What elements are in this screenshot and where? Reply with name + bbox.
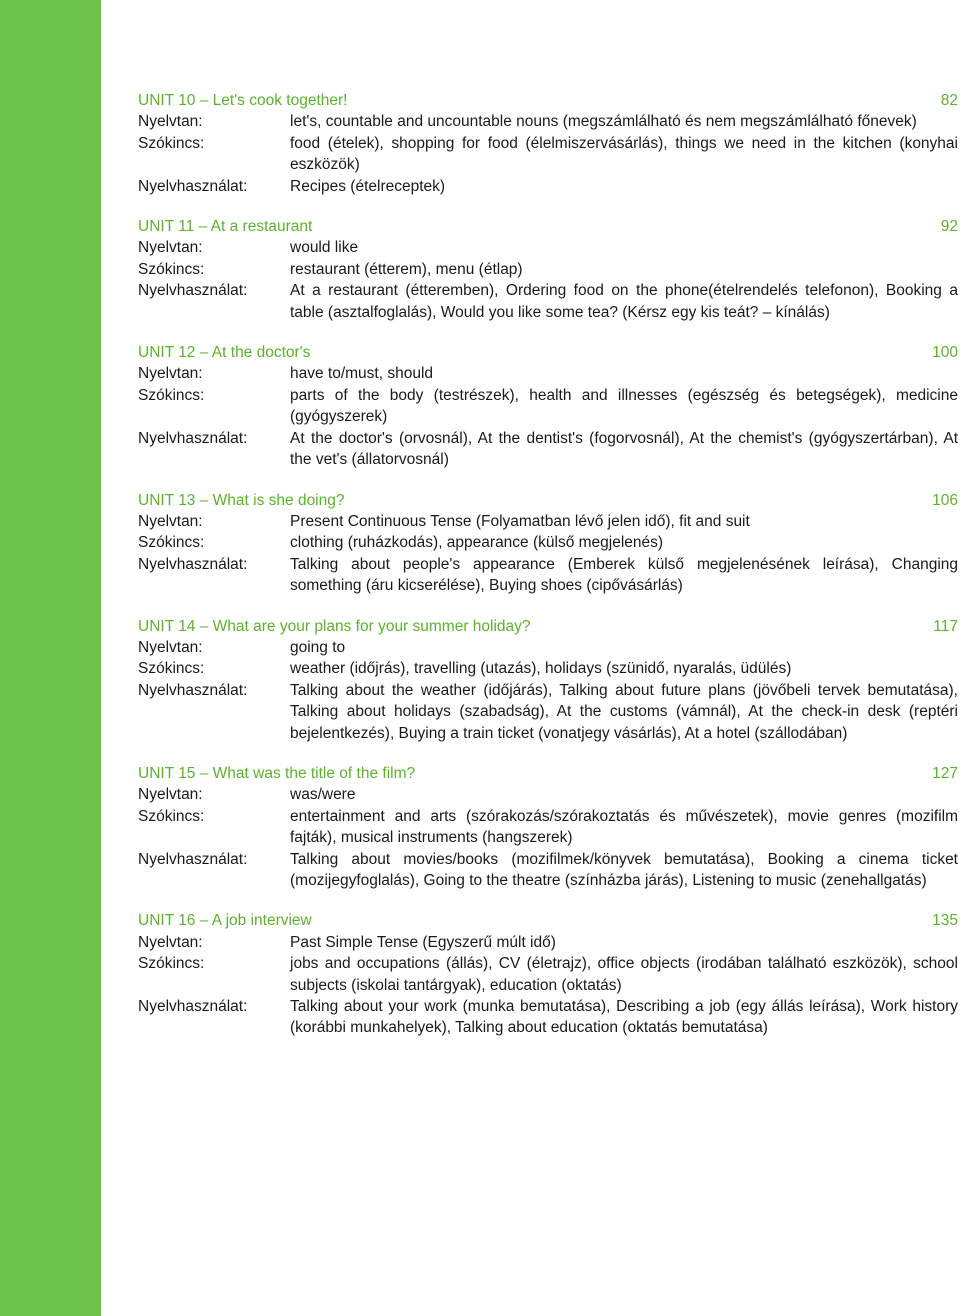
szokincs-value: clothing (ruházkodás), appearance (külső megjelenés) (290, 534, 664, 552)
nyelvhasznalat-value: Recipes (ételreceptek) (290, 177, 446, 195)
szokincs-label: Szókincs: (138, 807, 205, 825)
szokincs-value: parts of the body (testrészek), health and illnesses (egészség és betegségek), medicine (gyógyszerek) (290, 386, 958, 426)
nyelvtan-label: Nyelvtan: (138, 113, 203, 131)
nyelvhasznalat-row (138, 554, 958, 597)
szokincs-label: Szókincs: (138, 534, 205, 552)
nyelvhasznalat-label: Nyelvhasználat: (138, 282, 248, 300)
szokincs-value: restaurant (étterem), menu (étlap) (290, 260, 523, 278)
nyelvtan-value: would like (290, 239, 359, 257)
unit-page-number: 106 (932, 491, 958, 509)
szokincs-label: Szókincs: (138, 955, 205, 973)
nyelvtan-label: Nyelvtan: (138, 365, 203, 383)
nyelvtan-label: Nyelvtan: (138, 239, 203, 257)
nyelvtan-row (138, 932, 958, 953)
nyelvhasznalat-value: Talking about movies/books (mozifilmek/könyvek bemutatása), Booking a cinema ticket (mozijegyfoglalás), Going to the theatre (színházba járás), Listening to music (zenehallgatás) (290, 850, 958, 889)
nyelvtan-row (138, 511, 958, 532)
szokincs-value: weather (időjrás), travelling (utazás), holidays (szünidő, nyaralás, üdülés) (290, 660, 792, 678)
szokincs-label: Szókincs: (138, 134, 205, 152)
nyelvhasznalat-row (138, 680, 958, 744)
nyelvtan-value: Present Continuous Tense (Folyamatban lévő jelen idő), fit and suit (290, 512, 750, 530)
nyelvtan-label: Nyelvtan: (138, 786, 203, 804)
nyelvtan-label: Nyelvtan: (138, 933, 203, 951)
nyelvtan-row (138, 237, 958, 258)
unit-15-section (138, 763, 958, 891)
nyelvhasznalat-row (138, 280, 958, 323)
nyelvtan-row (138, 363, 958, 384)
nyelvhasznalat-label: Nyelvhasználat: (138, 177, 248, 195)
nyelvtan-value: Past Simple Tense (Egyszerű múlt idő) (290, 933, 556, 951)
szokincs-row (138, 133, 958, 176)
nyelvtan-row (138, 637, 958, 658)
szokincs-label: Szókincs: (138, 386, 205, 404)
unit-page-number: 127 (932, 764, 958, 782)
table-of-contents (138, 90, 958, 1058)
nyelvhasznalat-row (138, 996, 958, 1039)
nyelvhasznalat-value: At a restaurant (étteremben), Ordering food on the phone(ételrendelés telefonon), Booking a table (asztalfoglalás), Would you like some tea? (Kérsz egy kis teát? – kínálás) (290, 282, 958, 321)
nyelvhasznalat-label: Nyelvhasználat: (138, 998, 248, 1016)
unit-page-number: 92 (940, 218, 958, 236)
szokincs-label: Szókincs: (138, 260, 205, 278)
unit-title[interactable]: UNIT 14 – What are your plans for your summer holiday? (138, 617, 531, 635)
szokincs-value: food (ételek), shopping for food (élelmiszervásárlás), things we need in the kitchen (konyhai eszközök) (290, 134, 958, 174)
nyelvhasznalat-label: Nyelvhasználat: (138, 429, 248, 447)
unit-10-section (138, 90, 958, 197)
szokincs-value: jobs and occupations (állás), CV (életrajz), office objects (irodában található eszközök), school subjects (iskolai tantárgyak), education (oktatás) (290, 955, 958, 994)
unit-heading (138, 90, 958, 111)
nyelvhasznalat-row (138, 849, 958, 892)
nyelvhasznalat-label: Nyelvhasználat: (138, 681, 248, 699)
unit-heading (138, 616, 958, 637)
nyelvtan-row (138, 111, 958, 132)
unit-title[interactable]: UNIT 16 – A job interview (138, 912, 312, 930)
green-sidebar-bar (0, 0, 101, 1316)
nyelvtan-value: going to (290, 638, 346, 656)
unit-16-section (138, 910, 958, 1038)
unit-heading (138, 490, 958, 511)
nyelvhasznalat-label: Nyelvhasználat: (138, 555, 248, 573)
unit-page-number: 100 (932, 344, 958, 362)
unit-11-section (138, 216, 958, 323)
unit-heading (138, 910, 958, 931)
szokincs-row (138, 532, 958, 553)
unit-title[interactable]: UNIT 12 – At the doctor's (138, 344, 311, 362)
nyelvtan-value: have to/must, should (290, 365, 434, 383)
szokincs-label: Szókincs: (138, 660, 205, 678)
unit-title[interactable]: UNIT 15 – What was the title of the film? (138, 764, 416, 782)
nyelvtan-value: let's, countable and uncountable nouns (megszámlálható és nem megszámlálható főnevek) (290, 113, 917, 131)
nyelvtan-label: Nyelvtan: (138, 512, 203, 530)
nyelvtan-row (138, 784, 958, 805)
nyelvhasznalat-label: Nyelvhasználat: (138, 850, 248, 868)
szokincs-value: entertainment and arts (szórakozás/szórakoztatás és művészetek), movie genres (mozifilm fajták), musical instruments (hangszerek) (290, 807, 958, 847)
nyelvhasznalat-value: Talking about people's appearance (Emberek külső megjelenésének leírása), Changing something (áru kicserélése), Buying shoes (cipővásárlás) (290, 555, 958, 595)
nyelvhasznalat-value: At the doctor's (orvosnál), At the dentist's (fogorvosnál), At the chemist's (gyógyszertárban), At the vet's (állatorvosnál) (290, 429, 958, 469)
szokincs-row (138, 658, 958, 679)
szokincs-row (138, 385, 958, 428)
unit-title[interactable]: UNIT 11 – At a restaurant (138, 218, 313, 236)
unit-heading (138, 216, 958, 237)
szokincs-row (138, 953, 958, 996)
nyelvtan-label: Nyelvtan: (138, 638, 203, 656)
szokincs-row (138, 259, 958, 280)
unit-12-section (138, 342, 958, 470)
unit-title[interactable]: UNIT 13 – What is she doing? (138, 491, 345, 509)
unit-heading (138, 342, 958, 363)
nyelvhasznalat-value: Talking about your work (munka bemutatása), Describing a job (egy állás leírása), Work history (korábbi munkahelyek), Talking about education (oktatás bemutatása) (290, 998, 958, 1037)
unit-page-number: 117 (933, 617, 958, 635)
unit-page-number: 82 (940, 92, 958, 109)
szokincs-row (138, 806, 958, 849)
unit-title[interactable]: UNIT 10 – Let's cook together! (138, 92, 348, 109)
nyelvhasznalat-row (138, 428, 958, 471)
unit-heading (138, 763, 958, 784)
unit-page-number: 135 (932, 912, 958, 930)
unit-13-section (138, 490, 958, 597)
nyelvhasznalat-row (138, 176, 958, 197)
unit-14-section (138, 616, 958, 744)
nyelvtan-value: was/were (290, 786, 356, 804)
nyelvhasznalat-value: Talking about the weather (időjárás), Talking about future plans (jövőbeli tervek bemutatása), Talking about holidays (szabadság), At the customs (vámnál), At the check-in desk (reptéri bejelentkezés), Buying a train ticket (vonatjegy vásárlás), At a hotel (szállodában) (290, 681, 958, 742)
